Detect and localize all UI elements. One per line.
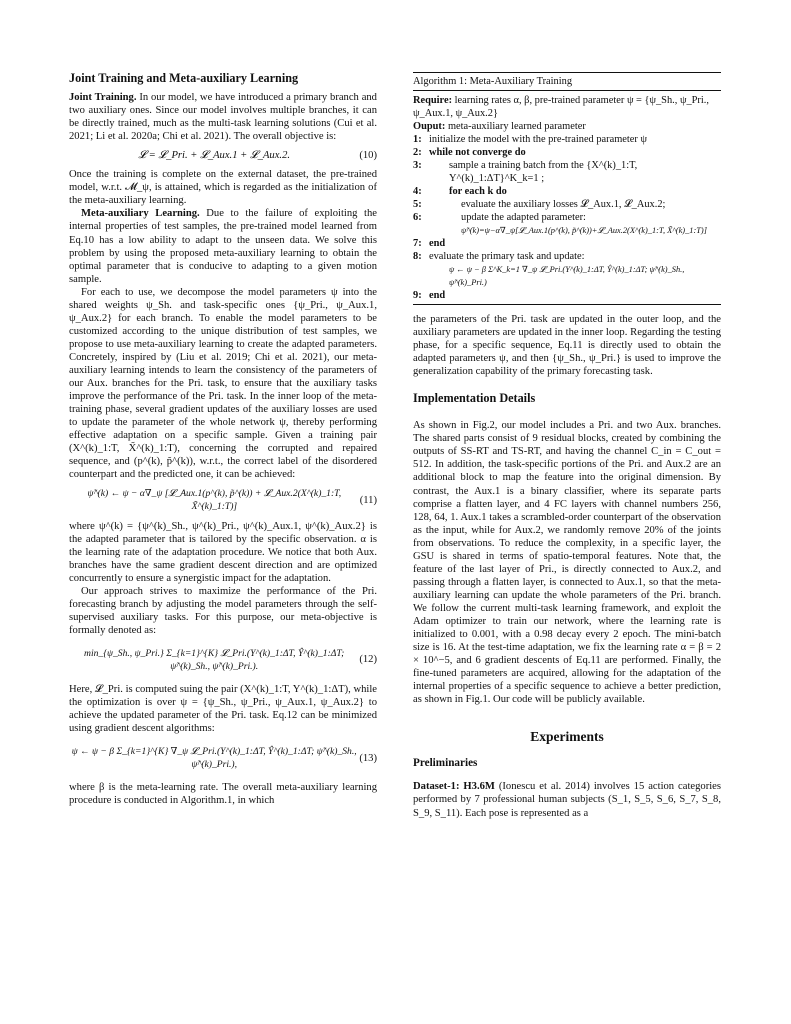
paragraph-joint-training: Joint Training. In our model, we have introduced a primary branch and two auxiliary ones. Since our model involves multiple branches, it can be directly trained, much as the multi-task learning solutions (Cui et al. 2021; Li et al. 2020a; Chi et al. 2021). The overall objective is: bbox=[69, 92, 377, 143]
paragraph-adapted-parameter: where ψ^(k) = {ψ^(k)_Sh., ψ^(k)_Pri., ψ^(k)_Aux.1, ψ^(k)_Aux.2} is the adapted parameter that is tailored by the specific observation. α is the learning rate of the adaptation procedure. We notice that both Aux. branches have the same gradient descent direction and are optimized concurrently to ensure a synergistic impact for the adaptation. bbox=[69, 520, 377, 584]
algorithm-line: 6: update the adapted parameter: bbox=[413, 212, 586, 223]
algorithm-line: 7: end bbox=[413, 238, 446, 249]
algorithm-line: 8: evaluate the primary task and update: bbox=[413, 251, 585, 262]
algorithm-line: 9: end bbox=[413, 290, 446, 301]
equation-10-number: (10) bbox=[359, 150, 377, 162]
paragraph-meta-auxiliary: Meta-auxiliary Learning. Due to the failure of exploiting the internal properties of test samples, the pre-trained model learned from Eq.10 has a low ability to adapt to the unseen data. We solve this problem by using the proposed meta-auxiliary learning to obtain the optimal parameter that is conducive to adapting to a given motion sample. bbox=[69, 208, 377, 285]
algorithm-line: 4: for each k do bbox=[413, 186, 507, 197]
section-heading-joint-training: Joint Training and Meta-auxiliary Learning bbox=[69, 71, 299, 85]
algorithm-line: 3: sample a training batch from the {X^(k)_1:T, Y^(k)_1:ΔT}^K_k=1 ; bbox=[413, 160, 638, 184]
subsection-heading-preliminaries: Preliminaries bbox=[413, 757, 478, 770]
algorithm-line: 2: while not converge do bbox=[413, 147, 526, 158]
paragraph-implementation: As shown in Fig.2, our model includes a Pri. and two Aux. branches. The shared parts consist of 9 residual blocks, created by combining the outputs of SS-RT and TS-RT, and having the channel C_in = C_out = 512. In addition, the task-specific portions of the Pri. and Aux.2 are an additional block to map the feature into the original dimension. By contrast, the Aux.1 is a binary classifier, where its separate parts comprise a flatten layer, and 4 FC layers with channel numbers 256, 128, 64, 1. Aux.1 takes a scrambled-order counterpart of the observation as the input, while for Aux.2, we randomly remove 20% of the joints from observations. To reduce the complexity, in a specific layer, the GSU is shared in terms of spatio-temporal features. Note that, the feature of the last layer of Pri., is directly connected to Aux.2, and passing through a flatten layer, is connected to Aux.1, so that the meta-auxiliary learning can update the whole parameters of the Pri. branch. We follow the current multi-task learning framework, and exploit the Adam optimizer to train our network, where the learning rate is initialized to 0.001, with a 0.98 decay every 2 epoch. The mini-batch size is 16. At the test-time adaptation, we fix the learning rate α = β = 2 × 10^−5, and 6 gradient descents of Eq.11 are performed. Finally, the fine-tuned parameters are acquired, allowing for the adaptation of the internal properties of a specific sequence to achieve a better prediction, as shown in Fig.1. Our code will be publicly available. bbox=[413, 420, 721, 706]
paragraph-decompose: For each to use, we decompose the model parameters ψ into the shared weights ψ_Sh. and task-specific ones {ψ_Pri., ψ_Aux.1, ψ_Aux.2} for each branch. To enable the model parameters to be customized according to the unique distribution of test samples, we propose to use meta-auxiliary learning to create the adapted parameters. Concretely, inspired by (Liu et al. 2019; Chi et al. 2021), our meta-auxiliary learning intends to learn the consistency of the parameters of our Aux. branches for the Pri. task, to ensure that the auxiliary tasks improve the performance of the Pri. task. In the inner loop of the meta-training phase, several gradient updates of the auxiliary losses are used to update the parameter of the whole network ψ, thereby performing effective adaptation on a specific sample. Given a training pair (X^(k)_1:T, X̃^(k)_1:T), concerning the corrupted and repaired sequence, and (p^(k), p̃^(k)), w.r.t., the correct label of the disordered counterpart and the predicted one, it can be achieved: bbox=[69, 286, 377, 481]
equation-12-number: (12) bbox=[359, 654, 377, 666]
paragraph-meta-learning-rate: where β is the meta-learning rate. The overall meta-auxiliary learning procedure is conducted in Algorithm.1, in which bbox=[69, 782, 377, 807]
equation-10-body: 𝓛 = 𝓛_Pri. + 𝓛_Aux.1 + 𝓛_Aux.2. bbox=[138, 150, 291, 162]
equation-12-body: min_{ψ_Sh., ψ_Pri.} Σ_{k=1}^{K} 𝓛_Pri.(Y^(k)_1:ΔT, Ŷ^(k)_1:ΔT; ψ̃^(k)_Sh., ψ̃^(k)_Pri.). bbox=[84, 647, 345, 672]
run-in-heading: Dataset-1: H3.6M bbox=[413, 781, 495, 793]
equation-13-body: ψ ← ψ − β Σ_{k=1}^{K} ∇_ψ 𝓛_Pri.(Y^(k)_1:ΔT, Ŷ^(k)_1:ΔT; ψ̃^(k)_Sh., ψ̃^(k)_Pri.), bbox=[71, 746, 357, 771]
algorithm-line: ψ ← ψ − β Σ^K_k=1 ∇_ψ 𝓛_Pri.(Y^(k)_1:ΔT, Ŷ^(k)_1:ΔT; ψ̃^(k)_Sh., ψ̃^(k)_Pri.) bbox=[449, 265, 685, 287]
paragraph-dataset-1: Dataset-1: H3.6M (Ionescu et al. 2014) involves 15 action categories performed by 7 professional human subjects (S_1, S_5, S_6, S_7, S_8, S_9, S_11). Each pose is represented as a bbox=[413, 781, 721, 819]
section-heading-experiments: Experiments bbox=[530, 729, 604, 745]
algorithm-require: Require: learning rates α, β, pre-trained parameter ψ = {ψ_Sh., ψ_Pri., ψ_Aux.1, ψ_Aux.2} bbox=[413, 95, 709, 119]
equation-12 bbox=[69, 647, 377, 673]
algorithm-line: 5: evaluate the auxiliary losses 𝓛_Aux.1, 𝓛_Aux.2; bbox=[413, 199, 666, 210]
algorithm-line: 1: initialize the model with the pre-trained parameter ψ bbox=[413, 134, 647, 145]
section-heading-implementation: Implementation Details bbox=[413, 391, 536, 406]
equation-13-number: (13) bbox=[359, 752, 377, 764]
equation-10 bbox=[69, 149, 377, 162]
algorithm-title: Algorithm 1: Meta-Auxiliary Training bbox=[413, 75, 721, 91]
paragraph-outer-loop: the parameters of the Pri. task are updated in the outer loop, and the auxiliary parameters are updated in the inner loop. Regarding the testing phase, for a specific sequence, Eq.11 is directly used to obtain the adapted parameters ψ, and then {ψ_Sh., ψ_Pri.} is used to improve the generalization capability of the primary forecasting task. bbox=[413, 314, 721, 378]
algorithm-line: ψ̃^(k)=ψ−α∇_ψ[𝓛_Aux.1(p^(k), p̃^(k))+𝓛_Aux.2(X^(k)_1:T, X̃^(k)_1:T)] bbox=[461, 226, 707, 235]
paragraph-optimization: Here, 𝓛_Pri. is computed suing the pair (X^(k)_1:T, Y^(k)_1:ΔT), while the optimization is over ψ = {ψ_Sh., ψ_Pri., ψ_Aux.1, ψ_Aux.2} to achieve the updated parameter of the Pri. task. Eq.12 can be minimized using gradient descent algorithms: bbox=[69, 684, 377, 735]
equation-11-number: (11) bbox=[359, 494, 377, 506]
algorithm-output: Ouput: meta-auxiliary learned parameter bbox=[413, 121, 586, 132]
equation-13 bbox=[69, 745, 377, 771]
paragraph-approach: Our approach strives to maximize the performance of the Pri. forecasting branch by adjusting the model parameters through the self-supervised auxiliary tasks. For this purpose, our meta-objective is formally denoted as: bbox=[69, 585, 377, 636]
left-column bbox=[69, 72, 377, 807]
paragraph-pretrained: Once the training is complete on the external dataset, the pre-trained model, w.r.t. 𝓜_ψ, is attained, which is regarded as the initialization of the meta-auxiliary learning. bbox=[69, 169, 377, 207]
equation-11 bbox=[69, 487, 377, 513]
equation-11-body: ψ̃^(k) ← ψ − α∇_ψ [𝓛_Aux.1(p^(k), p̃^(k)) + 𝓛_Aux.2(X^(k)_1:T, X̃^(k)_1:T)] bbox=[87, 488, 342, 513]
right-column bbox=[413, 72, 721, 820]
algorithm-box bbox=[413, 72, 721, 305]
run-in-heading: Meta-auxiliary Learning. bbox=[81, 208, 200, 220]
run-in-heading: Joint Training. bbox=[69, 92, 137, 104]
